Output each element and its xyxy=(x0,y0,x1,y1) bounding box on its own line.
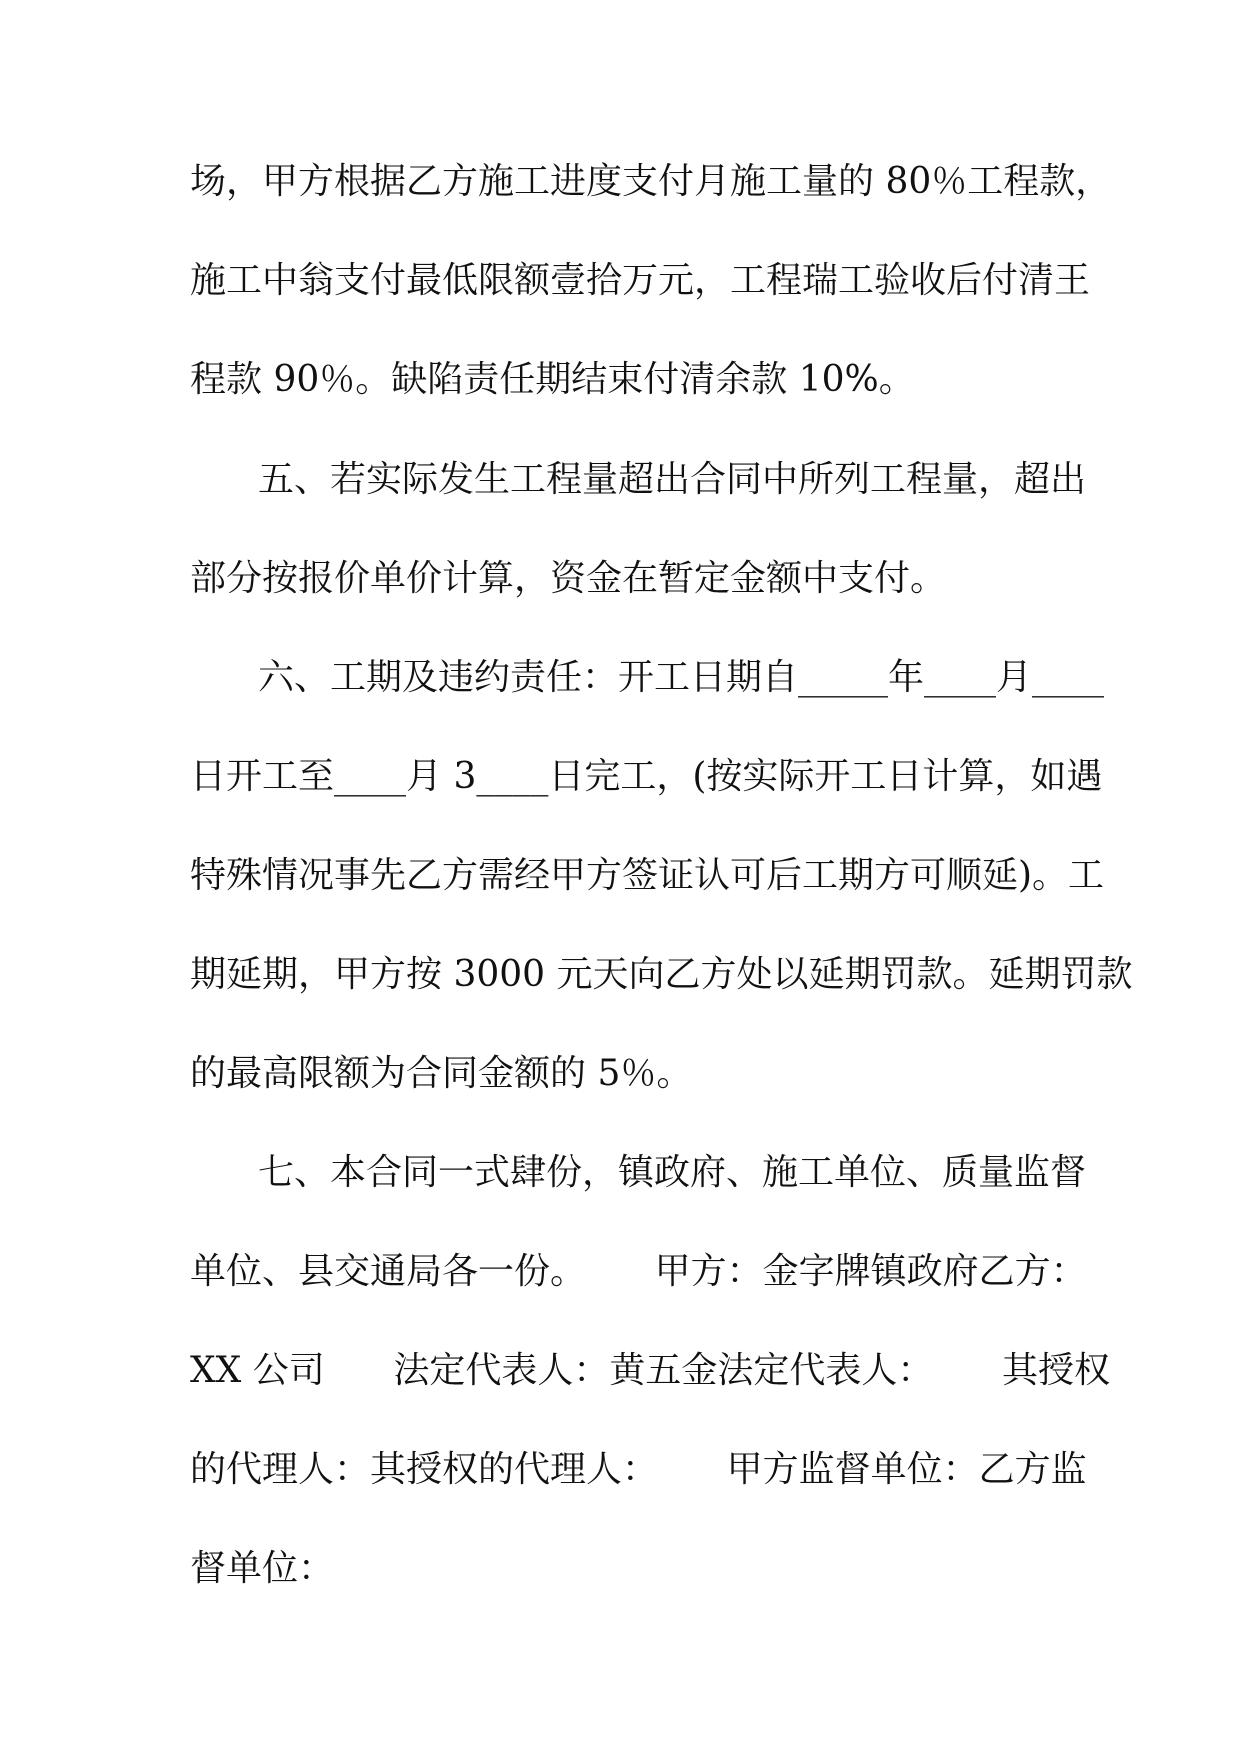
section-5-line: 五、若实际发生工程量超出合同中所列工程量，超出 xyxy=(258,459,1087,500)
signature-line: 单位、县交通局各一份。 甲方：金字牌镇政府乙方： xyxy=(190,1251,1087,1292)
signature-line: 的代理人：其授权的代理人： 甲方监督单位：乙方监 xyxy=(190,1449,1087,1490)
paragraph-line: 程款 90％。缺陷责任期结束付清余款 10%。 xyxy=(190,359,915,400)
section-6-line: 六、工期及违约责任：开工日期自_____年____月____ xyxy=(258,657,1105,698)
signature-line: 督单位： xyxy=(190,1548,335,1589)
paragraph-line: 日开工至____月 3____日完工，(按实际开工日计算，如遇 xyxy=(190,756,1103,797)
section-7-line: 七、本合同一式肆份，镇政府、施工单位、质量监督 xyxy=(258,1152,1087,1193)
paragraph-line: 部分按报价单价计算，资金在暂定金额中支付。 xyxy=(190,558,947,599)
paragraph-line: 期延期，甲方按 3000 元天向乙方处以延期罚款。延期罚款 xyxy=(190,954,1133,995)
paragraph-line: 场，甲方根据乙方施工进度支付月施工量的 80％工程款， xyxy=(190,161,1112,202)
signature-line: XX 公司 法定代表人：黄五金法定代表人： 其授权 xyxy=(190,1350,1111,1391)
paragraph-line: 特殊情况事先乙方需经甲方签证认可后工期方可顺延)。工 xyxy=(190,855,1105,896)
paragraph-line: 的最高限额为合同金额的 5％。 xyxy=(190,1053,693,1094)
paragraph-line: 施工中翁支付最低限额壹拾万元，工程瑞工验收后付清王 xyxy=(190,260,1091,301)
